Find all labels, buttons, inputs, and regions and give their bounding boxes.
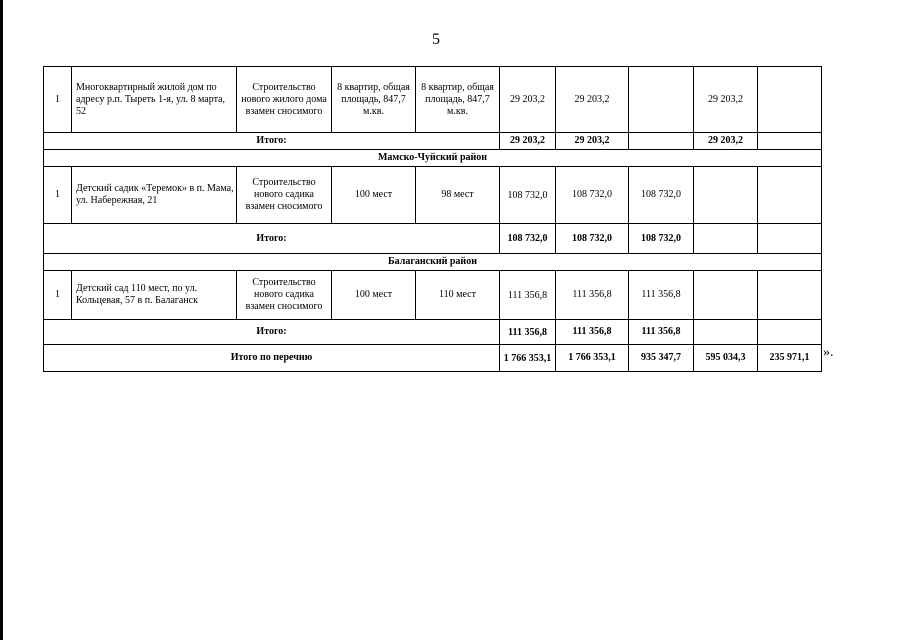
cost-col-4 <box>694 271 758 320</box>
subtotal-cost-2: 29 203,2 <box>556 133 629 150</box>
grand-total-label: Итого по перечню <box>44 345 500 372</box>
object-name: Детский садик «Теремок» в п. Мама, ул. Набережная, 21 <box>72 167 237 224</box>
subtotal-label: Итого: <box>44 320 500 345</box>
work-type: Строительство нового садика взамен сносимого <box>237 271 332 320</box>
subtotal-cost-1: 108 732,0 <box>500 224 556 254</box>
cost-col-2: 108 732,0 <box>556 167 629 224</box>
subtotal-cost-2: 111 356,8 <box>556 320 629 345</box>
subtotal-cost-5 <box>758 224 822 254</box>
closing-quote-mark: ». <box>823 345 834 360</box>
subtotal-cost-3: 108 732,0 <box>629 224 694 254</box>
cost-col-3 <box>629 67 694 133</box>
projects-table <box>43 66 822 372</box>
cost-col-3: 111 356,8 <box>629 271 694 320</box>
table-row <box>44 167 822 224</box>
cost-col-4: 29 203,2 <box>694 67 758 133</box>
grand-total-cost-4: 595 034,3 <box>694 345 758 372</box>
subtotal-cost-3 <box>629 133 694 150</box>
capacity-before: 8 квартир, общая площадь, 847,7 м.кв. <box>332 67 416 133</box>
district-name: Мамско-Чуйский район <box>44 150 822 167</box>
subtotal-cost-1: 111 356,8 <box>500 320 556 345</box>
capacity-before: 100 мест <box>332 271 416 320</box>
grand-total-cost-3: 935 347,7 <box>629 345 694 372</box>
district-header-row <box>44 150 822 167</box>
total-cost: 29 203,2 <box>500 67 556 133</box>
subtotal-cost-5 <box>758 133 822 150</box>
capacity-after: 110 мест <box>416 271 500 320</box>
subtotal-row <box>44 320 822 345</box>
cost-col-2: 111 356,8 <box>556 271 629 320</box>
subtotal-cost-4 <box>694 224 758 254</box>
grand-total-cost-5: 235 971,1 <box>758 345 822 372</box>
district-header-row <box>44 254 822 271</box>
cost-col-5 <box>758 167 822 224</box>
cost-col-5 <box>758 271 822 320</box>
scan-edge-line <box>0 0 3 640</box>
work-type: Строительство нового жилого дома взамен сносимого <box>237 67 332 133</box>
object-name: Детский сад 110 мест, по ул. Кольцевая, 57 в п. Балаганск <box>72 271 237 320</box>
table-row <box>44 67 822 133</box>
grand-total-row <box>44 345 822 372</box>
subtotal-row <box>44 133 822 150</box>
cost-col-3: 108 732,0 <box>629 167 694 224</box>
cost-col-2: 29 203,2 <box>556 67 629 133</box>
row-number: 1 <box>44 271 72 320</box>
subtotal-cost-2: 108 732,0 <box>556 224 629 254</box>
subtotal-cost-5 <box>758 320 822 345</box>
subtotal-cost-4 <box>694 320 758 345</box>
total-cost: 111 356,8 <box>500 271 556 320</box>
subtotal-cost-3: 111 356,8 <box>629 320 694 345</box>
object-name: Многоквартирный жилой дом по адресу р.п. Тыреть 1-я, ул. 8 марта, 52 <box>72 67 237 133</box>
row-number: 1 <box>44 167 72 224</box>
grand-total-cost-1: 1 766 353,1 <box>500 345 556 372</box>
cost-col-5 <box>758 67 822 133</box>
subtotal-cost-4: 29 203,2 <box>694 133 758 150</box>
district-name: Балаганский район <box>44 254 822 271</box>
page-number: 5 <box>432 31 440 48</box>
subtotal-label: Итого: <box>44 133 500 150</box>
row-number: 1 <box>44 67 72 133</box>
work-type: Строительство нового садика взамен сносимого <box>237 167 332 224</box>
table-row <box>44 271 822 320</box>
total-cost: 108 732,0 <box>500 167 556 224</box>
cost-col-4 <box>694 167 758 224</box>
subtotal-label: Итого: <box>44 224 500 254</box>
capacity-before: 100 мест <box>332 167 416 224</box>
capacity-after: 98 мест <box>416 167 500 224</box>
subtotal-row <box>44 224 822 254</box>
subtotal-cost-1: 29 203,2 <box>500 133 556 150</box>
grand-total-cost-2: 1 766 353,1 <box>556 345 629 372</box>
capacity-after: 8 квартир, общая площадь, 847,7 м.кв. <box>416 67 500 133</box>
